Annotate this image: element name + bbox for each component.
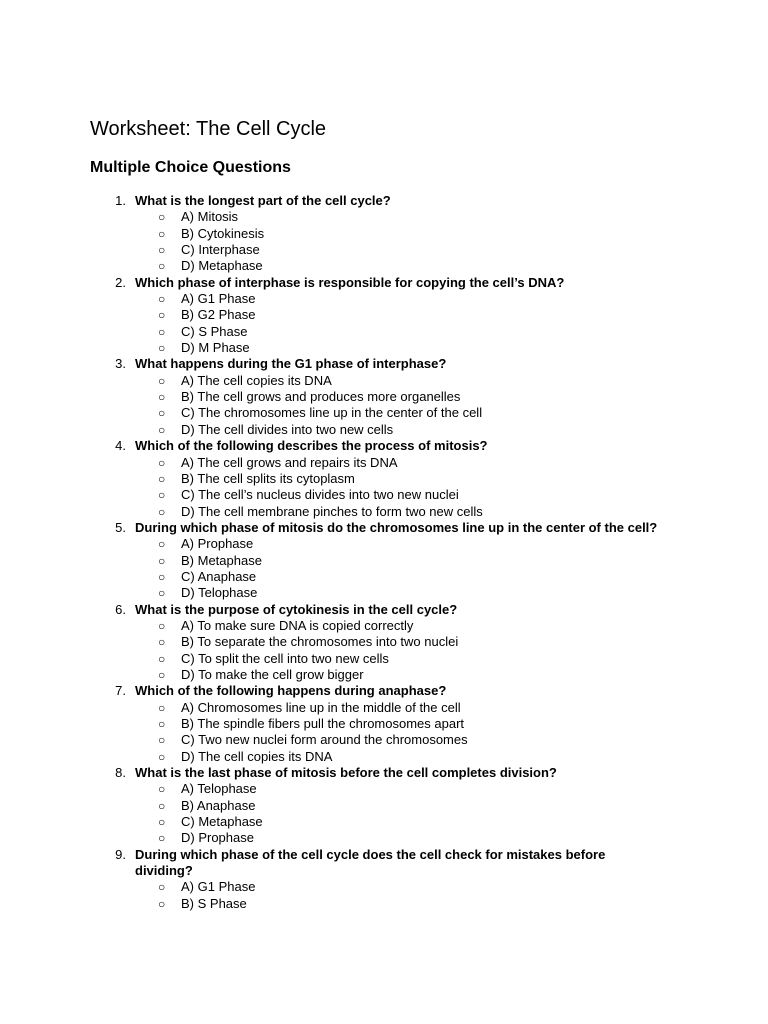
- question-item: [0, 847, 768, 912]
- answer-option: [0, 389, 768, 405]
- circle-bullet-icon: ○: [158, 226, 166, 241]
- answer-option: [0, 242, 768, 258]
- answer-option: [0, 667, 768, 683]
- option-text: A) The cell grows and repairs its DNA: [181, 454, 398, 470]
- option-text: D) The cell copies its DNA: [181, 748, 333, 764]
- option-text: A) Prophase: [181, 536, 254, 552]
- question-text: What is the longest part of the cell cycle?: [135, 193, 391, 208]
- circle-bullet-icon: ○: [158, 373, 166, 388]
- answer-option: [0, 209, 768, 225]
- option-text: B) Metaphase: [181, 552, 262, 568]
- circle-bullet-icon: ○: [158, 471, 166, 486]
- question-item: [0, 683, 768, 765]
- option-text: D) The cell membrane pinches to form two new cells: [181, 503, 483, 519]
- circle-bullet-icon: ○: [158, 488, 166, 503]
- answer-option: [0, 226, 768, 242]
- question-text: Which of the following describes the process of mitosis?: [135, 438, 488, 454]
- circle-bullet-icon: ○: [158, 210, 166, 225]
- question-text: During which phase of mitosis do the chromosomes line up in the center of the cell?: [135, 519, 658, 535]
- answer-option: [0, 405, 768, 421]
- answer-option: [0, 585, 768, 601]
- answer-option: [0, 553, 768, 569]
- circle-bullet-icon: ○: [158, 455, 166, 470]
- answer-option: [0, 340, 768, 356]
- answer-option: [0, 651, 768, 667]
- option-text: B) The spindle fibers pull the chromosomes apart: [181, 716, 465, 731]
- circle-bullet-icon: ○: [158, 341, 166, 356]
- circle-bullet-icon: ○: [158, 880, 166, 895]
- answer-option: [0, 324, 768, 340]
- circle-bullet-icon: ○: [158, 243, 166, 258]
- answer-option: [0, 504, 768, 520]
- question-number: 5.: [115, 519, 126, 535]
- question-text: What happens during the G1 phase of interphase?: [135, 356, 447, 372]
- question-item: [0, 438, 768, 520]
- answer-option: [0, 634, 768, 650]
- answer-option: [0, 716, 768, 732]
- question-number: 3.: [115, 356, 126, 372]
- question-item: [0, 765, 768, 847]
- question-item: [0, 193, 768, 275]
- answer-option: [0, 798, 768, 814]
- question-list: [0, 193, 768, 912]
- answer-option: [0, 896, 768, 912]
- answer-option: [0, 618, 768, 634]
- answer-option: [0, 258, 768, 274]
- question-text: What is the purpose of cytokinesis in the cell cycle?: [135, 601, 458, 617]
- option-text: A) The cell copies its DNA: [181, 372, 332, 388]
- option-text: D) Prophase: [181, 830, 254, 846]
- circle-bullet-icon: ○: [158, 700, 166, 715]
- option-list: [0, 209, 768, 274]
- circle-bullet-icon: ○: [158, 749, 166, 764]
- circle-bullet-icon: ○: [158, 259, 166, 274]
- option-text: A) To make sure DNA is copied correctly: [181, 617, 414, 633]
- circle-bullet-icon: ○: [158, 586, 166, 601]
- option-list: [0, 291, 768, 356]
- page-title: Worksheet: The Cell Cycle: [90, 118, 327, 140]
- answer-option: [0, 422, 768, 438]
- question-number: 4.: [115, 438, 126, 454]
- option-text: C) Two new nuclei form around the chromosomes: [181, 732, 468, 748]
- option-text: D) M Phase: [181, 340, 250, 356]
- answer-option: [0, 487, 768, 503]
- option-list: [0, 879, 768, 912]
- option-list: [0, 373, 768, 438]
- option-text: B) The cell splits its cytoplasm: [181, 470, 355, 486]
- answer-option: [0, 373, 768, 389]
- option-text: C) The chromosomes line up in the center of the cell: [181, 405, 483, 421]
- circle-bullet-icon: ○: [158, 733, 166, 748]
- option-text: A) Chromosomes line up in the middle of the cell: [181, 699, 461, 715]
- circle-bullet-icon: ○: [158, 537, 166, 552]
- section-heading: Multiple Choice Questions: [90, 159, 291, 176]
- question-text: Which of the following happens during anaphase?: [135, 683, 447, 699]
- question-text: Which phase of interphase is responsible for copying the cell’s DNA?: [135, 274, 565, 290]
- circle-bullet-icon: ○: [158, 308, 166, 323]
- question-item: [0, 275, 768, 357]
- answer-option: [0, 471, 768, 487]
- circle-bullet-icon: ○: [158, 651, 166, 666]
- question-number: 9.: [115, 846, 126, 862]
- option-text: B) S Phase: [181, 895, 247, 911]
- question-number: 7.: [115, 683, 126, 699]
- answer-option: [0, 879, 768, 895]
- circle-bullet-icon: ○: [158, 390, 166, 405]
- circle-bullet-icon: ○: [158, 553, 166, 568]
- answer-option: [0, 781, 768, 797]
- option-list: [0, 536, 768, 601]
- option-text: A) G1 Phase: [181, 291, 256, 307]
- option-text: A) Telophase: [181, 781, 257, 797]
- question-text: During which phase of the cell cycle does the cell check for mistakes before dividing?: [135, 846, 606, 879]
- circle-bullet-icon: ○: [158, 324, 166, 339]
- option-text: D) Metaphase: [181, 258, 263, 274]
- circle-bullet-icon: ○: [158, 504, 166, 519]
- question-number: 8.: [115, 765, 126, 781]
- question-number: 6.: [115, 601, 126, 617]
- option-text: B) To separate the chromosomes into two nuclei: [181, 634, 459, 650]
- circle-bullet-icon: ○: [158, 635, 166, 650]
- question-number: 2.: [115, 274, 126, 290]
- option-text: C) To split the cell into two new cells: [181, 650, 389, 666]
- option-list: [0, 455, 768, 520]
- circle-bullet-icon: ○: [158, 292, 166, 307]
- option-text: C) The cell’s nucleus divides into two new nuclei: [181, 487, 459, 503]
- circle-bullet-icon: ○: [158, 831, 166, 846]
- circle-bullet-icon: ○: [158, 815, 166, 830]
- option-text: B) G2 Phase: [181, 307, 256, 323]
- question-item: [0, 602, 768, 684]
- option-text: C) Anaphase: [181, 568, 257, 584]
- circle-bullet-icon: ○: [158, 422, 166, 437]
- answer-option: [0, 732, 768, 748]
- option-text: D) To make the cell grow bigger: [181, 666, 364, 682]
- question-item: [0, 356, 768, 438]
- option-text: D) Telophase: [181, 585, 258, 601]
- option-list: [0, 618, 768, 683]
- circle-bullet-icon: ○: [158, 667, 166, 682]
- circle-bullet-icon: ○: [158, 717, 166, 731]
- answer-option: [0, 569, 768, 585]
- circle-bullet-icon: ○: [158, 896, 166, 911]
- question-number: 1.: [115, 193, 126, 208]
- answer-option: [0, 307, 768, 323]
- answer-option: [0, 291, 768, 307]
- option-list: [0, 700, 768, 765]
- circle-bullet-icon: ○: [158, 406, 166, 421]
- answer-option: [0, 830, 768, 846]
- option-text: B) Anaphase: [181, 797, 256, 813]
- circle-bullet-icon: ○: [158, 798, 166, 813]
- answer-option: [0, 536, 768, 552]
- option-text: A) G1 Phase: [181, 879, 256, 895]
- circle-bullet-icon: ○: [158, 569, 166, 584]
- answer-option: [0, 700, 768, 716]
- question-item: [0, 520, 768, 602]
- answer-option: [0, 455, 768, 471]
- question-text: What is the last phase of mitosis before the cell completes division?: [135, 765, 557, 781]
- option-list: [0, 781, 768, 846]
- option-text: C) S Phase: [181, 323, 248, 339]
- circle-bullet-icon: ○: [158, 618, 166, 633]
- option-text: C) Interphase: [181, 242, 260, 258]
- option-text: B) Cytokinesis: [181, 225, 265, 241]
- option-text: A) Mitosis: [181, 209, 239, 225]
- option-text: C) Metaphase: [181, 814, 263, 830]
- option-text: B) The cell grows and produces more organelles: [181, 389, 461, 405]
- circle-bullet-icon: ○: [158, 782, 166, 797]
- answer-option: [0, 749, 768, 765]
- option-text: D) The cell divides into two new cells: [181, 421, 394, 437]
- answer-option: [0, 814, 768, 830]
